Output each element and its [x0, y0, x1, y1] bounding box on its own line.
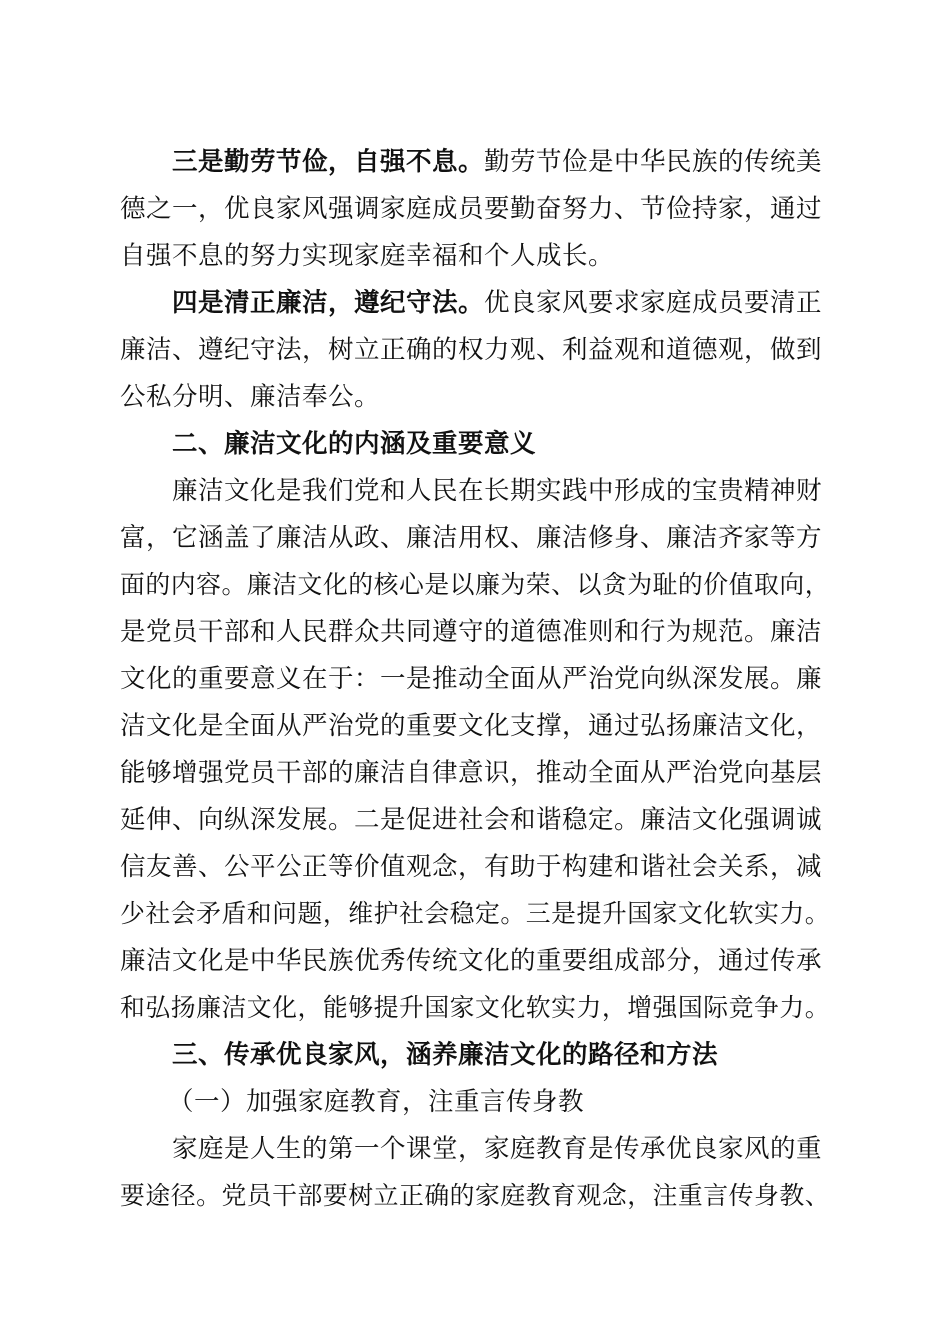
- para-neihan-line: 能够增强党员干部的廉洁自律意识，推动全面从严治党向基层: [120, 758, 823, 788]
- para-qingzheng-line-1-text: 优良家风要求家庭成员要清正: [484, 288, 823, 318]
- section-heading-2: 二、廉洁文化的内涵及重要意义: [172, 429, 537, 459]
- para-neihan-line: 少社会矛盾和问题，维护社会稳定。三是提升国家文化软实力。: [120, 899, 831, 928]
- para-qingzheng-line-2: 廉洁、遵纪守法，树立正确的权力观、利益观和道德观，做到: [120, 335, 823, 365]
- para-qinlao-line-3: 自强不息的努力实现家庭幸福和个人成长。: [120, 241, 615, 271]
- section-heading-3: 三、传承优良家风，涵养廉洁文化的路径和方法: [172, 1040, 719, 1070]
- para-neihan-line: 洁文化是全面从严治党的重要文化支撑，通过弘扬廉洁文化，: [120, 711, 823, 741]
- para-neihan-line: 富，它涵盖了廉洁从政、廉洁用权、廉洁修身、廉洁齐家等方: [120, 523, 823, 553]
- para-neihan-line: 是党员干部和人民群众共同遵守的道德准则和行为规范。廉洁: [120, 617, 823, 647]
- para-qingzheng-lead: 四是清正廉洁，遵纪守法。: [172, 288, 485, 318]
- para-neihan-line: 延伸、向纵深发展。二是促进社会和谐稳定。廉洁文化强调诚: [120, 805, 823, 835]
- para-qinlao-lead: 三是勤劳节俭，自强不息。: [172, 147, 485, 177]
- para-qingzheng-line-1: [172, 287, 822, 319]
- para-neihan-line: 信友善、公平公正等价值观念，有助于构建和谐社会关系，减: [120, 852, 823, 882]
- para-neihan-line: 文化的重要意义在于：一是推动全面从严治党向纵深发展。廉: [120, 664, 823, 694]
- para-qinlao-line-1: [172, 146, 822, 178]
- para-jiating-line: 要途径。党员干部要树立正确的家庭教育观念，注重言传身教、: [120, 1181, 831, 1210]
- para-qinlao-line-1-text: 勤劳节俭是中华民族的传统美: [484, 147, 823, 177]
- para-neihan-line: 和弘扬廉洁文化，能够提升国家文化软实力，增强国际竞争力。: [120, 993, 831, 1022]
- para-neihan-line: 廉洁文化是中华民族优秀传统文化的重要组成部分，通过传承: [120, 946, 823, 976]
- para-neihan-line: 面的内容。廉洁文化的核心是以廉为荣、以贪为耻的价值取向，: [120, 570, 831, 599]
- para-neihan-line: 廉洁文化是我们党和人民在长期实践中形成的宝贵精神财: [172, 476, 823, 506]
- para-qinlao-line-2: 德之一，优良家风强调家庭成员要勤奋努力、节俭持家，通过: [120, 194, 823, 224]
- subsection-heading-1: （一）加强家庭教育，注重言传身教: [168, 1087, 585, 1117]
- para-jiating-line: 家庭是人生的第一个课堂，家庭教育是传承优良家风的重: [172, 1134, 823, 1164]
- para-qingzheng-line-3: 公私分明、廉洁奉公。: [120, 382, 381, 412]
